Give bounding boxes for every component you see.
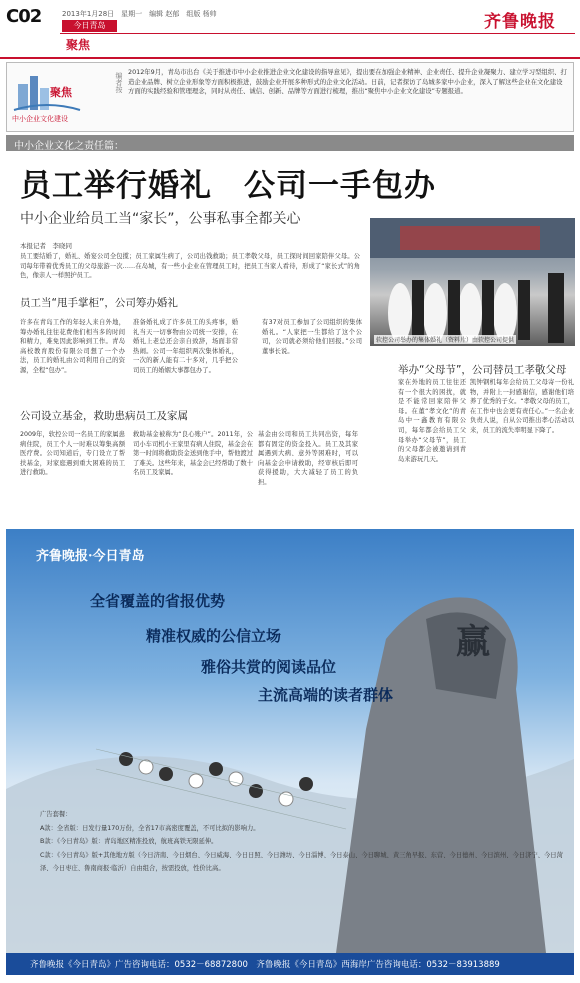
article-column: 家在外地的员工往往还有一个很大的困扰，就是不能常回家陪伴父母。在董“孝文化”的青岛中一鑫教育有限公司，每年都会给员工父母举办“父母节”，员工的父母都会被邀请到青岛来游玩几天。: [398, 379, 466, 463]
rock-character: 赢: [456, 622, 490, 662]
photo-caption: 软控公司举办的集体婚礼（资料片）由软控公司提供: [376, 337, 515, 344]
header-rule: [60, 33, 575, 34]
ad-package-b: B款：《今日青岛》版：青岛地区精准投放，航班高铁无限延伸。: [40, 838, 218, 845]
topic-banner-label: 中小企业文化之责任篇：: [14, 141, 124, 152]
section-heading-fund: 公司设立基金，救助患病员工及家属: [20, 410, 188, 422]
newspaper-logo: 齐鲁晚报: [484, 12, 556, 32]
column-logo: [10, 70, 85, 126]
headline: 员工举行婚礼 公司一手包办: [20, 168, 436, 204]
section-heading-parents-day: 举办“父母节”，公司替员工孝敬父母: [398, 364, 567, 376]
ad-logo: 齐鲁晚报·今日青岛: [36, 549, 145, 564]
column-logo-label: 聚焦: [50, 86, 72, 99]
ad-package-a: A款：全省版：日发行量170万份，全省17市高密度覆盖，不可比拟的影响力。: [40, 824, 260, 832]
page-number: C02: [6, 6, 42, 27]
article-column: 2009年，软控公司一名员工的家属患病住院，员工个人一时难以筹集高额医疗费。公司知道后，专门设立了帮扶基金，对家庭遇到重大困难的员工进行救助。: [20, 431, 125, 477]
editor-note-label: 编者按: [115, 72, 123, 93]
section-title: 聚焦: [66, 38, 91, 52]
article-column: 准备婚礼成了许多员工的头疼事，婚礼当天一切事物由公司统一安排，在婚礼上老总还会亲自致辞，场面非常热闹。公司一年组织两次集体婚礼，一次的新人能有二十多对，几乎把公司员工的婚姻大事都包办了。: [133, 319, 238, 374]
ad-slogan: 雅俗共赏的阅读品位: [201, 658, 337, 676]
article-column: 许多在青岛工作的年轻人来自外地，筹办婚礼往往花费他们相当多的时间和精力，难免因此影响到工作。青岛高校教育股份有限公司想了一个办法，员工的婚礼由公司利用自己的资源，全程“包办”。: [20, 319, 125, 374]
ad-package-title: 广告套餐：: [40, 811, 72, 818]
lead-paragraph: 员工要结婚了，婚礼、婚宴公司全包揽；员工家属生病了，公司出钱救助；员工孝敬父母，员工探时间回家陪伴父母。公司每年带着优秀员工的父母旅游一次……在岛城，有一些小企业在管理员工时，把员工当家人看待，形成了“家长式”的角色，像亲人一样照护员工。: [20, 253, 360, 280]
column-logo-caption: 中小企业文化建设: [12, 115, 68, 123]
subheadline: 中小企业给员工当“家长”，公事私事全都关心: [20, 211, 301, 227]
article-column: 凯钟钢机每年会给员工父母寄一份礼物，并附上一封感谢信，感谢他们培养了优秀的子女。“孝敬父母的员工，在工作中也会更有责任心。”一名企业负责人说，自从公司推出孝心活动以来，员工的流失率明显下降了。: [470, 379, 575, 434]
section-badge: 今日青岛: [62, 20, 117, 32]
footer-contact: 齐鲁晚报《今日青岛》广告咨询电话：0532－68872800 齐鲁晚报《今日青岛》西海岸广告咨询电话：0532－83913889: [30, 960, 500, 970]
article-column: 基金由公司和员工共同出资，每年都有固定的资金投入。员工及其家属遇到大病、意外等困难时，可以向基金会申请救助，经审核后即可获得援助，大大减轻了员工的负担。: [258, 431, 358, 486]
ad-slogan: 主流高端的读者群体: [258, 686, 394, 704]
article-column: 有37对员工参加了公司组织的集体婚礼。“人家把一生都给了这个公司，公司就必须给他们回报。”公司董事长说。: [262, 319, 362, 355]
date-line: 2013年1月28日 星期一 编辑 赵郁 组版 杨帅: [62, 10, 217, 18]
ad-package-c: C款：《今日青岛》版+其他地方版（今日济南、今日烟台、今日威海、今日日照、今日潍坊、今日淄博、今日泰山、今日聊城、黄三角早报、东营、今日德州、今日滨州、今日济宁、今日菏泽、今日枣庄、鲁南商报·临沂）自由组合，按需投放，性价比高。: [40, 851, 563, 872]
article-column: 救助基金被称为“良心账户”。2011年，公司小车司机小王家里有病人住院，基金会在第一时间将救助资金送到他手中，帮他渡过了难关。这些年来，基金会已经帮助了数十名员工及家属。: [133, 431, 253, 477]
ad-package-info: [40, 808, 570, 876]
byline: 本报记者 李晓同: [20, 242, 72, 250]
wedding-photo: [370, 218, 575, 346]
group-wedding-image: [370, 218, 575, 346]
ad-slogan: 全省覆盖的省报优势: [90, 592, 226, 610]
section-heading-wedding: 员工当“甩手掌柜”，公司筹办婚礼: [20, 297, 178, 309]
header-bottom-rule: [0, 57, 580, 59]
ad-slogan: 精准权威的公信立场: [146, 627, 282, 645]
editor-note-text: 2012年9月，青岛市出台《关于推进市中小企业推进企业文化建设的指导意见》，提出要在加强企业精神、企业责任、提升企业凝聚力、建立学习型组织、打造企业品牌、树立企业形象等方面积极推进，鼓励企业开展多种形式的企业文化活动。日前，记者探访了岛城多家中小企业，深入了解这些企业在文化建设方面的实践经验和管理理念，同时从责任、诚信、创新、品牌等方面进行梳理，推出“聚焦中小企业文化建设”专题报道。: [128, 68, 567, 95]
